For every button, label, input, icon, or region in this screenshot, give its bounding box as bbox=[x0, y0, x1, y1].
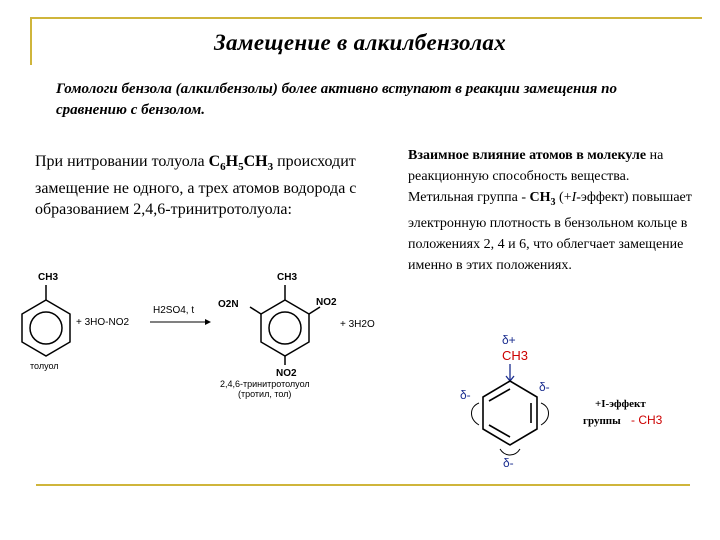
delta-bottom-label: δ- bbox=[503, 456, 514, 470]
tnt-name: 2,4,6-тринитротолуол bbox=[220, 379, 310, 389]
toluene-formula: $C_6H_5CH_3$ bbox=[208, 153, 274, 174]
nitration-text-1: При нитровании толуола bbox=[35, 153, 209, 170]
tnt-structure bbox=[250, 285, 320, 365]
mutual-influence-text-1: на реакционную способность вещества. bbox=[408, 148, 664, 184]
slide-title: Замещение в алкилбензолах bbox=[214, 30, 506, 55]
inductive-effect-label: +I-эффект bbox=[595, 398, 646, 410]
toluene-name: толуол bbox=[30, 361, 59, 371]
intro-text: Гомологи бензола (алкилбензолы) более активно вступают в реакции замещения по сравнению с бензолом. bbox=[56, 81, 617, 118]
inductive-effect-diagram bbox=[455, 333, 685, 473]
nitration-reaction-scheme bbox=[10, 265, 390, 405]
water-label: + 3H2O bbox=[340, 319, 375, 330]
group-ch3-label: - CH3 bbox=[631, 413, 663, 427]
effect-arrow bbox=[506, 364, 514, 381]
reaction-arrow-head bbox=[205, 319, 211, 325]
methyl-effect-text: повышает электронную плотность в бензольном кольце в положениях 2, 4 и 6, что облегчает замещение именно в этих положениях. bbox=[408, 190, 692, 273]
diagram-ch3-label: CH3 bbox=[502, 348, 529, 363]
top-rule bbox=[30, 17, 702, 19]
tnt-ch3-label: CH3 bbox=[277, 272, 298, 283]
no2-bottom-label: NO2 bbox=[276, 368, 297, 379]
no2-right-label: NO2 bbox=[316, 297, 337, 308]
reagent-label: + 3HO-NO2 bbox=[76, 317, 130, 328]
group-label: группы bbox=[583, 415, 621, 427]
toluene-ch3-label: CH3 bbox=[38, 272, 59, 283]
mutual-influence-heading: Взаимное влияние атомов в молекуле bbox=[408, 148, 647, 163]
delta-right-label: δ- bbox=[539, 380, 550, 394]
methyl-formula: $CH_3$ bbox=[529, 190, 556, 208]
benzene-ring bbox=[483, 381, 537, 445]
no2-left-label: O2N bbox=[218, 299, 239, 310]
delta-plus-label: δ+ bbox=[502, 333, 516, 347]
nitration-text-2: происходит замещение не одного, а трех атомов водорода с образованием 2,4,6-тринитротолуола: bbox=[35, 153, 357, 219]
delta-left-label: δ- bbox=[460, 388, 471, 402]
tnt-alias: (тротил, тол) bbox=[238, 389, 292, 399]
methyl-text: Метильная группа - bbox=[408, 190, 530, 205]
bottom-rule bbox=[36, 484, 690, 486]
nitration-description bbox=[35, 151, 370, 220]
conditions-label: H2SO4, t bbox=[153, 305, 195, 316]
toluene-structure bbox=[22, 285, 70, 356]
mutual-influence-text: Взаимное влияние атомов в молекуле на реакционную способность вещества. Метильная группа - $CH_3$ (+I-эффект) повышает электронную плотность в бензольном кольце в положениях 2, 4 и 6, что облегчает замещение именно в этих положениях. bbox=[408, 148, 692, 273]
